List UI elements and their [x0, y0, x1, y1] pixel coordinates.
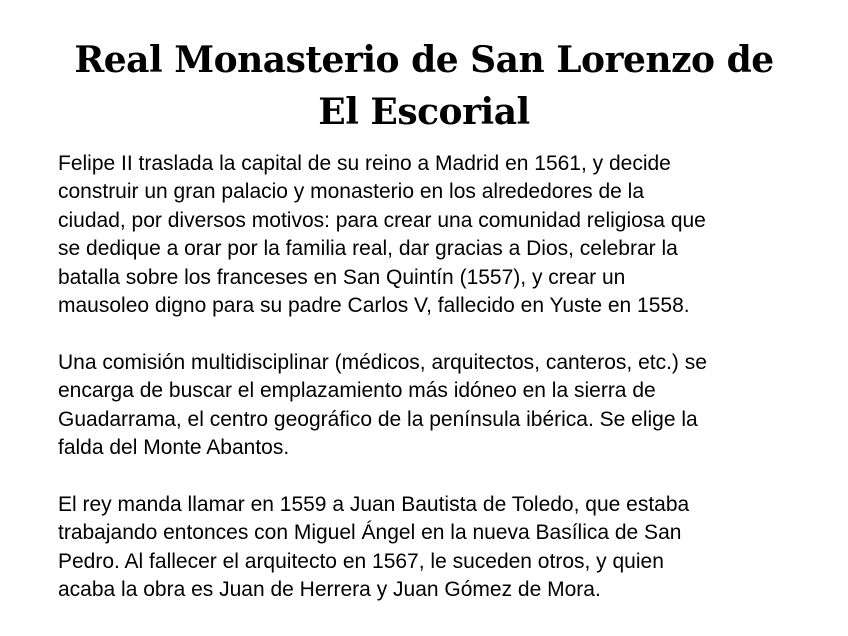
text-line: ciudad, por diversos motivos: para crear una comunidad religiosa que: [58, 208, 706, 232]
title-line: El Escorial: [318, 91, 530, 133]
text-line: falda del Monte Abantos.: [58, 436, 290, 460]
text-line: Felipe II traslada la capital de su reino a Madrid en 1561, y decide: [58, 152, 671, 175]
text-line: Pedro. Al fallecer el arquitecto en 1567, le suceden otros, y quien: [58, 549, 664, 573]
text-line: acaba la obra es Juan de Herrera y Juan Gómez de Mora.: [58, 578, 601, 602]
paragraph: [58, 150, 818, 320]
text-line: mausoleo digno para su padre Carlos V, fallecido en Yuste en 1558.: [58, 294, 690, 318]
body-text: [58, 150, 818, 633]
text-line: construir un gran palacio y monasterio en los alrededores de la: [58, 180, 645, 204]
text-line: batalla sobre los franceses en San Quintín (1557), y crear un: [58, 265, 626, 289]
page-title: [20, 34, 828, 138]
text-line: encarga de buscar el emplazamiento más idóneo en la sierra de: [58, 379, 656, 403]
text-line: El rey manda llamar en 1559 a Juan Bautista de Toledo, que estaba: [58, 492, 690, 516]
title-line: Real Monasterio de San Lorenzo de: [74, 39, 774, 81]
paragraph: [58, 349, 818, 463]
text-line: se dedique a orar por la familia real, dar gracias a Dios, celebrar la: [58, 237, 678, 261]
text-line: trabajando entonces con Miguel Ángel en la nueva Basílica de San: [58, 521, 682, 545]
text-line: Guadarrama, el centro geográfico de la península ibérica. Se elige la: [58, 407, 698, 431]
paragraph: [58, 491, 818, 605]
text-line: Una comisión multidisciplinar (médicos, arquitectos, canteros, etc.) se: [58, 350, 707, 374]
